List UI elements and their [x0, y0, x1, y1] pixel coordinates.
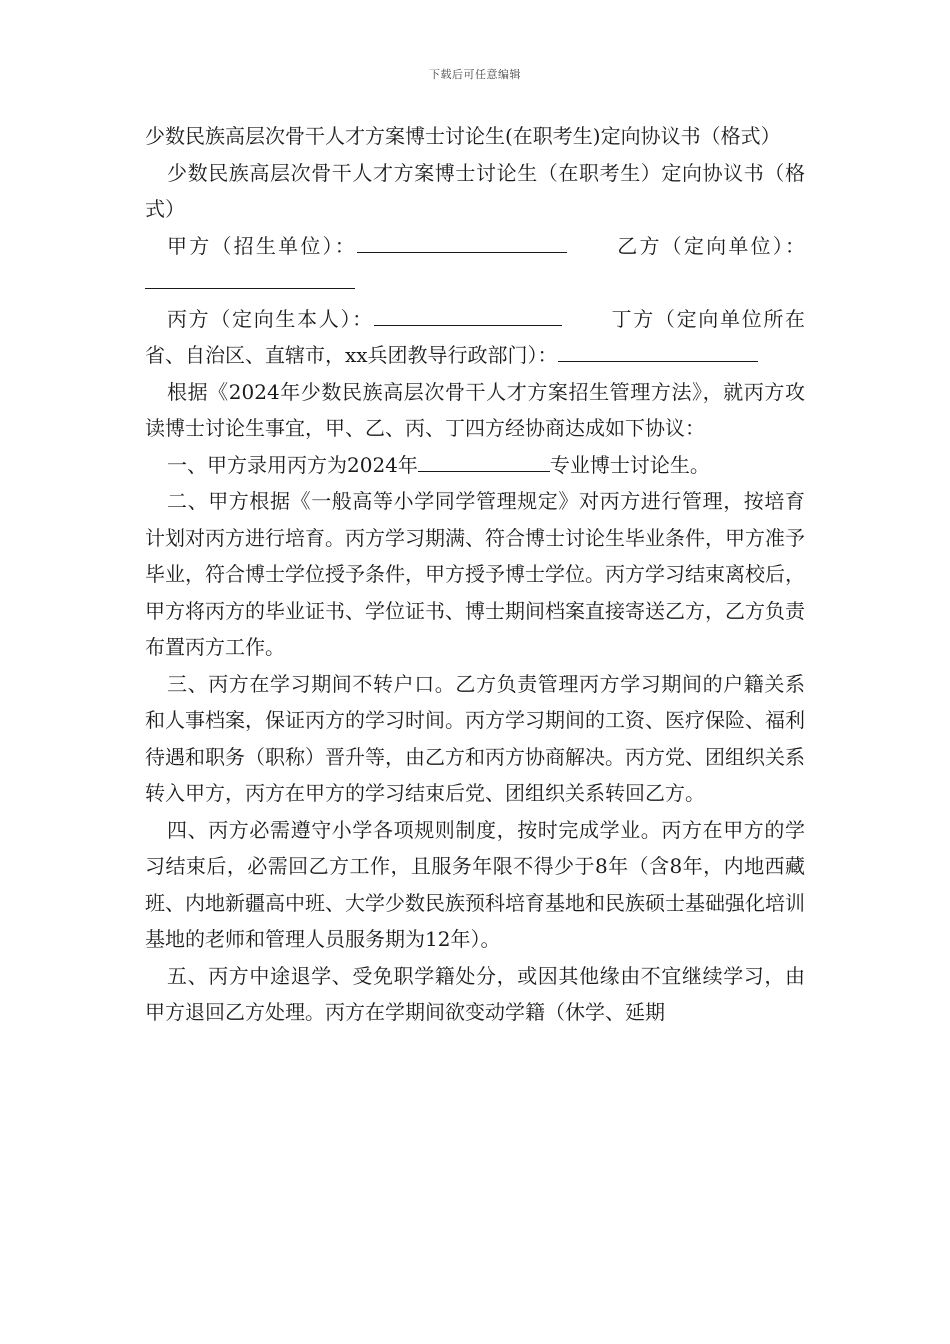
party-d-label: 丁方（定向单位所在省、自治区、直辖市，xx兵团教导行政部门）：: [145, 306, 806, 367]
major-blank[interactable]: [418, 449, 550, 472]
party-a-label: 甲方（招生单位）：: [167, 233, 357, 258]
clause-4: 四、丙方必需遵守小学各项规则制度，按时完成学业。丙方在甲方的学习结束后，必需回乙方工作，且服务年限不得少于8年（含8年，内地西藏班、内地新疆高中班、大学少数民族预科培育基地和民族硕士基础强化培训基地的老师和管理人员服务期为12年）。: [145, 817, 805, 951]
party-d-blank[interactable]: [558, 339, 758, 362]
party-a-blank[interactable]: [357, 230, 567, 253]
document-title: 少数民族高层次骨干人才方案博士讨论生(在职考生)定向协议书（格式）: [145, 124, 781, 148]
document-subtitle: 少数民族高层次骨干人才方案博士讨论生（在职考生）定向协议书（格式）: [145, 160, 805, 221]
party-c-d-line: [145, 301, 805, 374]
clause-1-suffix: 专业博士讨论生。: [549, 452, 710, 477]
clause-5: 五、丙方中途退学、受免职学籍处分，或因其他缘由不宜继续学习，由甲方退回乙方处理。丙方在学期间欲变动学籍（休学、延期: [145, 963, 805, 1024]
party-b-label: 乙方（定向单位）：: [615, 233, 805, 258]
document-body: [145, 118, 805, 1031]
party-c-label: 丙方（定向生本人）：: [167, 306, 374, 331]
clause-1-prefix: 一、甲方录用丙方为2024年: [167, 452, 418, 477]
clause-3: 三、丙方在学习期间不转户口。乙方负责管理丙方学习期间的户籍关系和人事档案，保证丙方的学习时间。丙方学习期间的工资、医疗保险、福利待遇和职务（职称）晋升等，由乙方和丙方协商解决。丙方党、团组织关系转入甲方，丙方在甲方的学习结束后党、团组织关系转回乙方。: [145, 671, 805, 805]
party-b-blank[interactable]: [145, 266, 355, 289]
party-a-b-line: [145, 228, 805, 301]
intro-paragraph: 根据《2024年少数民族高层次骨干人才方案招生管理方法》，就丙方攻读博士讨论生事宜，甲、乙、丙、丁四方经协商达成如下协议：: [145, 379, 805, 440]
header-note: 下载后可任意编辑: [429, 68, 521, 81]
clause-1: [145, 447, 805, 484]
party-c-blank[interactable]: [374, 303, 562, 326]
clause-2: 二、甲方根据《一般高等小学同学管理规定》对丙方进行管理，按培育计划对丙方进行培育。丙方学习期满、符合博士讨论生毕业条件，甲方准予毕业，符合博士学位授予条件，甲方授予博士学位。丙方学习结束离校后，甲方将丙方的毕业证书、学位证书、博士期间档案直接寄送乙方，乙方负责布置丙方工作。: [145, 489, 805, 659]
